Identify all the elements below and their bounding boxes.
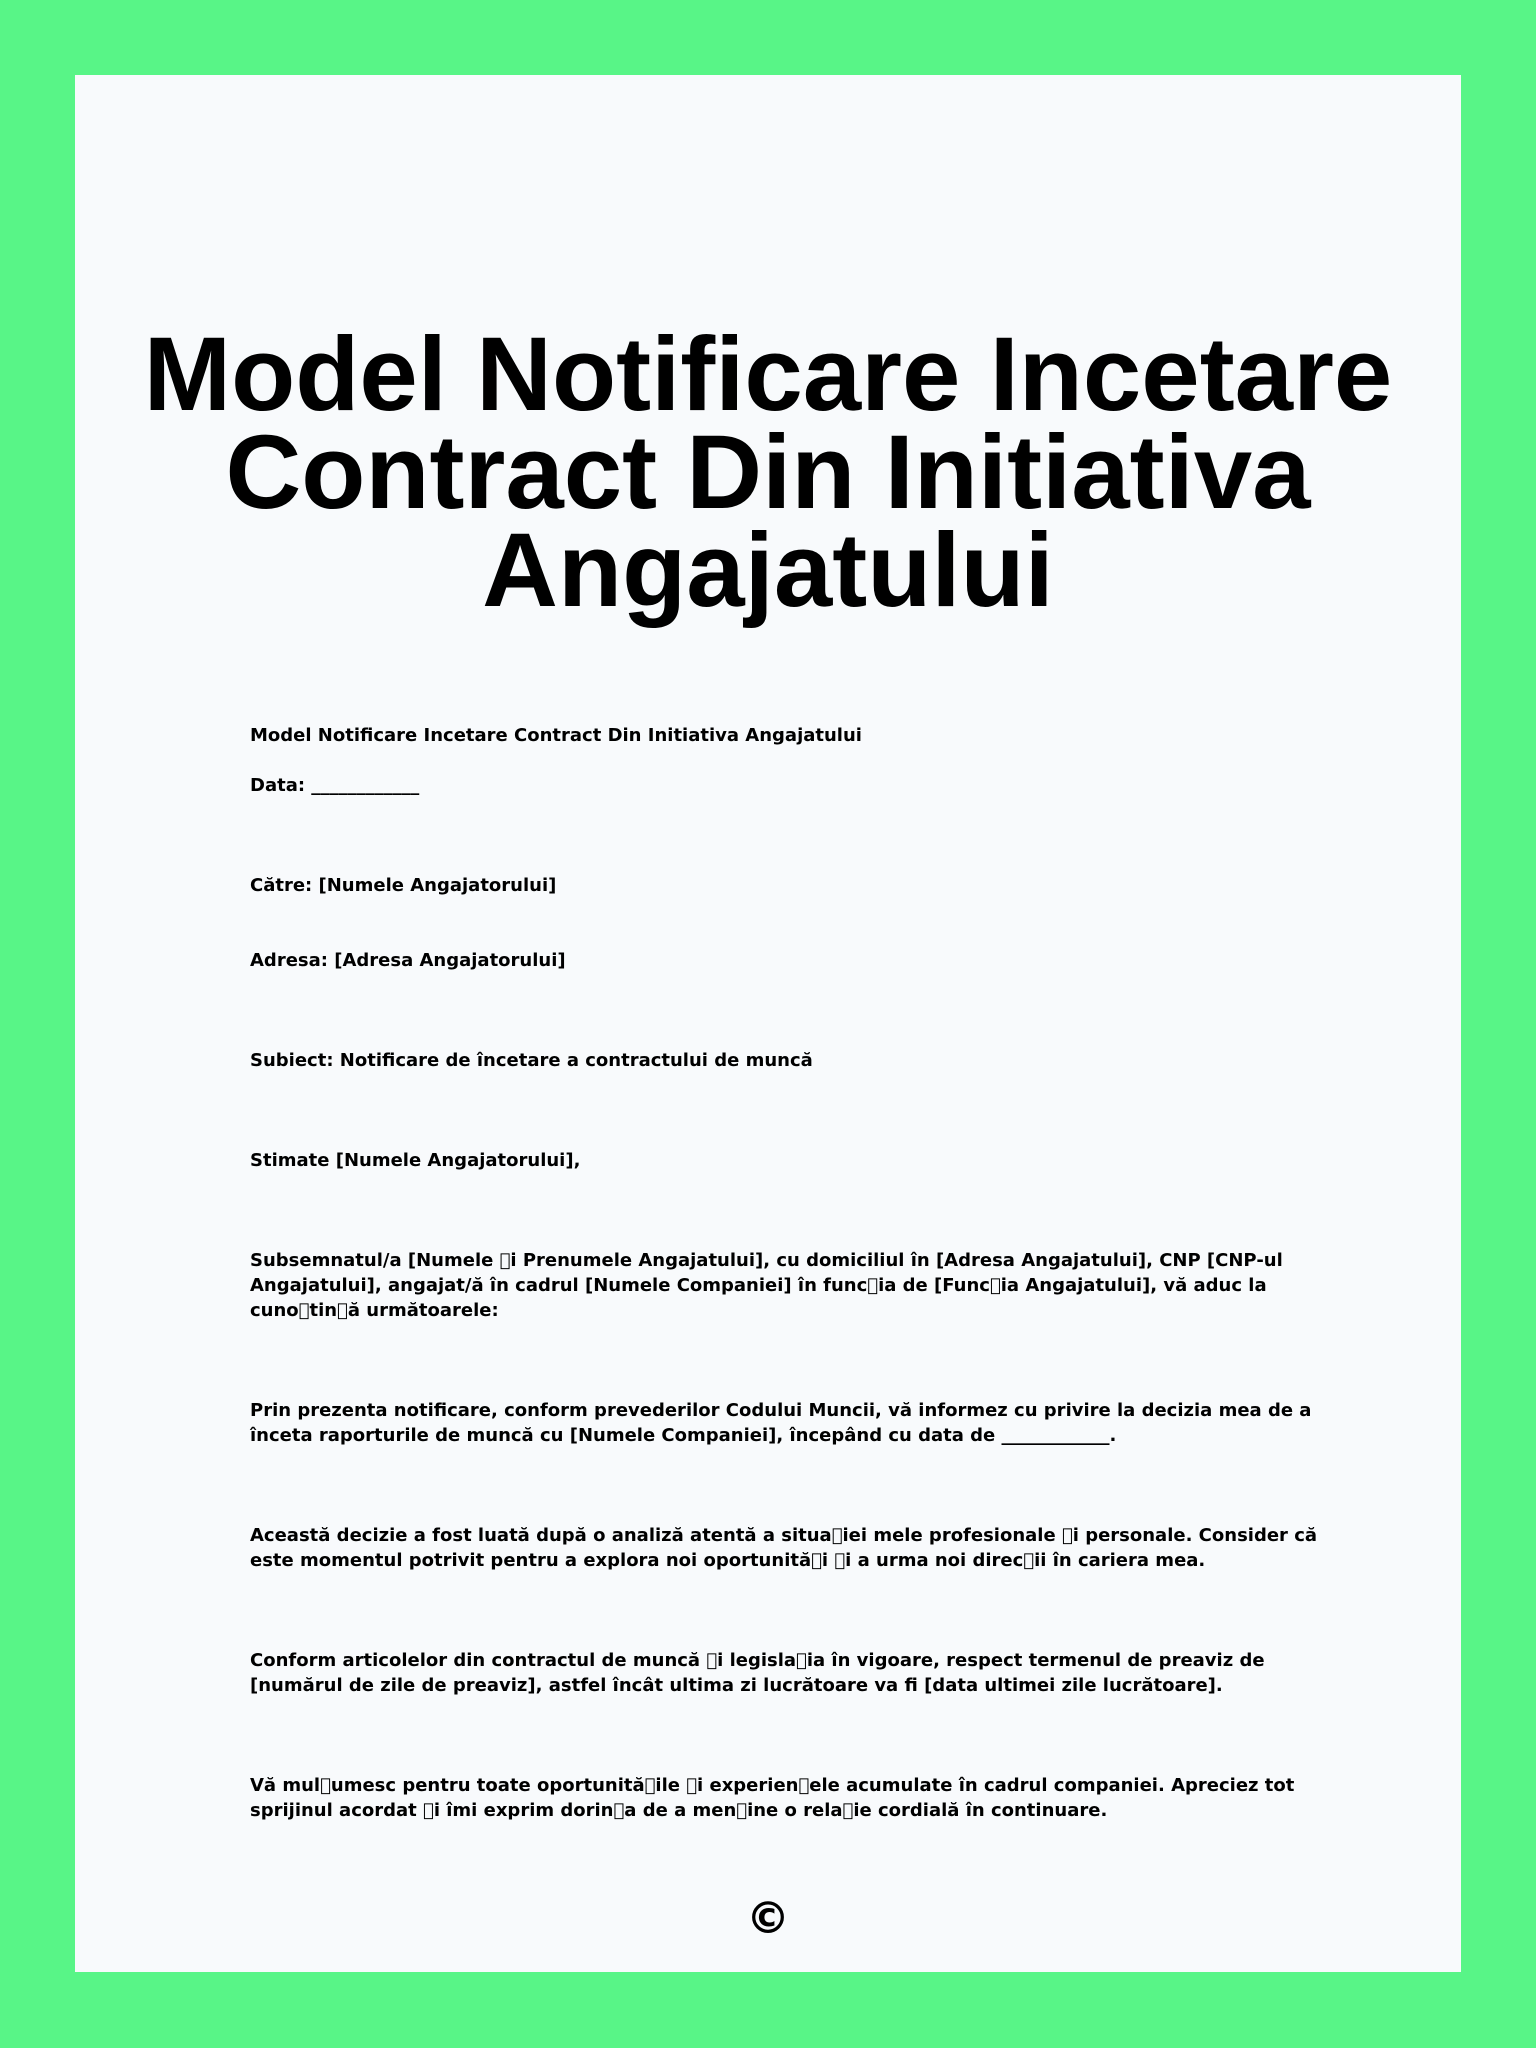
- date-line: Data: ____________: [250, 775, 420, 796]
- paragraph-intro: Subsemnatul/a [Numele  i Prenumele Angajatului], cu domiciliul în [Adresa Angajatului], CNP [CNP-ul Angajatului], angajat/ă în cadrul [Numele Companiei] în func ia de [Func ia Angajatului], vă aduc la cuno tin ă următoarele:: [250, 1250, 1290, 1321]
- document-body: [250, 723, 1335, 1823]
- paragraph-notice: Prin prezenta notificare, conform prevederilor Codului Muncii, vă informez cu privire la decizia mea de a înceta raporturile de muncă cu [Numele Companiei], începând cu data de ____________.: [250, 1400, 1318, 1446]
- copyright-icon: ©: [746, 1893, 790, 1944]
- recipient-line: Către: [Numele Angajatorului]: [250, 875, 557, 896]
- document-page: [75, 75, 1461, 1972]
- address-line: Adresa: [Adresa Angajatorului]: [250, 950, 566, 971]
- document-title: Model Notificare Incetare Contract Din Initiativa Angajatului: [143, 316, 1393, 629]
- paragraph-decision: Această decizie a fost luată după o analiză atentă a situa iei mele profesionale  i personale. Consider că este momentul potrivit pentru a explora noi oportunită i  i a urma noi direc ii în cariera mea.: [250, 1525, 1324, 1571]
- paragraph-thanks: Vă mul umesc pentru toate oportunită ile  i experien ele acumulate în cadrul companiei. Apreciez tot sprijinul acordat  i îmi exprim dorin a de a men ine o rela ie cordială în continuare.: [250, 1775, 1301, 1821]
- paragraph-notice-period: Conform articolelor din contractul de muncă  i legisla ia în vigoare, respect termenul de preaviz de [numărul de zile de preaviz], astfel încât ultima zi lucrătoare va fi [data ultimei zile lucrătoare].: [250, 1650, 1271, 1696]
- subject-line: Subiect: Notificare de încetare a contractului de muncă: [250, 1050, 813, 1071]
- greeting-line: Stimate [Numele Angajatorului],: [250, 1150, 581, 1171]
- letter-heading: Model Notificare Incetare Contract Din Initiativa Angajatului: [250, 725, 862, 746]
